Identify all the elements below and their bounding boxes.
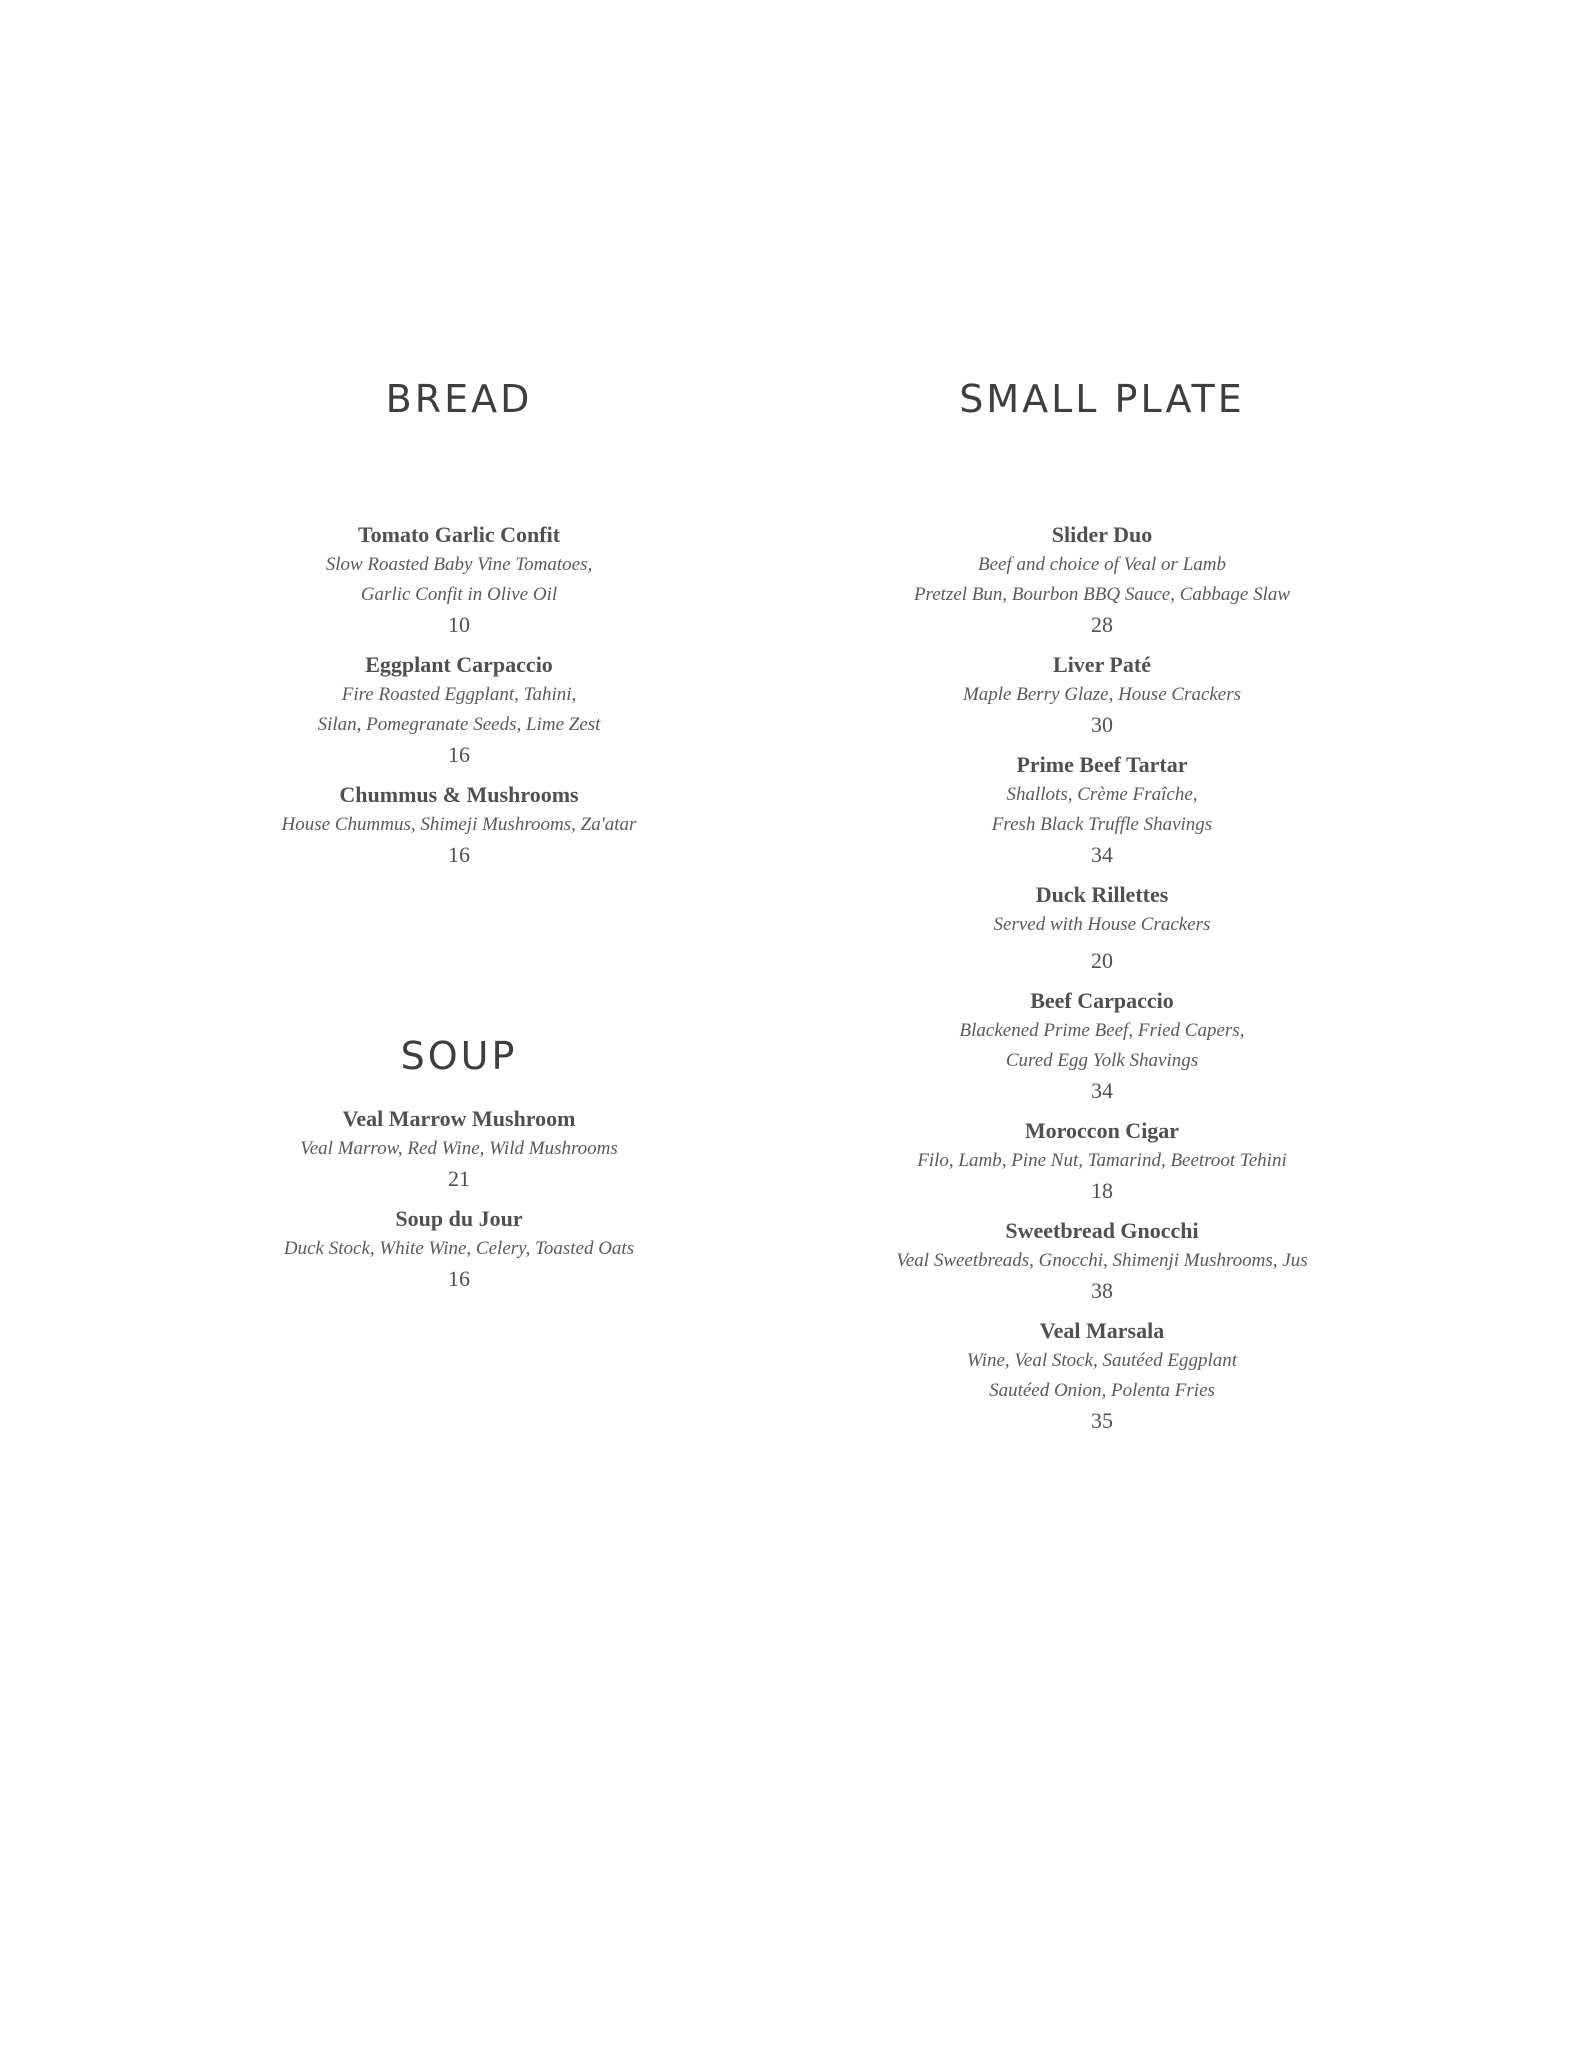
item-description: Veal Sweetbreads, Gnocchi, Shimenji Mushrooms, Jus (896, 1250, 1308, 1271)
item-name: Slider Duo (1051, 522, 1153, 547)
item-description: Pretzel Bun, Bourbon BBQ Sauce, Cabbage Slaw (913, 584, 1291, 605)
item-name: Veal Marrow Mushroom (342, 1106, 576, 1131)
menu-item (829, 1315, 1375, 1436)
item-price: 10 (448, 612, 470, 637)
item-price: 34 (1091, 1078, 1113, 1103)
item-price: 16 (448, 1266, 470, 1291)
menu-item (186, 1103, 732, 1194)
item-description: Garlic Confit in Olive Oil (360, 584, 558, 605)
menu-item (829, 985, 1375, 1106)
item-name: Eggplant Carpaccio (365, 652, 553, 677)
item-description: House Chummus, Shimeji Mushrooms, Za'atar (281, 814, 637, 835)
menu-item (186, 519, 732, 640)
menu-item (186, 649, 732, 770)
item-price: 28 (1091, 612, 1113, 637)
item-price: 21 (448, 1166, 470, 1191)
item-description: Fresh Black Truffle Shavings (991, 814, 1213, 835)
item-price: 34 (1091, 842, 1113, 867)
item-price: 35 (1091, 1408, 1113, 1433)
item-price: 38 (1091, 1278, 1113, 1303)
item-name: Liver Paté (1053, 652, 1151, 677)
section-title-small-plate: SMALL PLATE (959, 377, 1245, 421)
item-name: Chummus & Mushrooms (339, 782, 579, 807)
menu-item (829, 649, 1375, 740)
item-name: Prime Beef Tartar (1016, 752, 1188, 777)
item-description: Shallots, Crème Fraîche, (1006, 784, 1198, 805)
item-description: Blackened Prime Beef, Fried Capers, (959, 1020, 1245, 1041)
item-name: Soup du Jour (395, 1206, 523, 1231)
menu-item (829, 879, 1375, 976)
item-description: Wine, Veal Stock, Sautéed Eggplant (966, 1350, 1238, 1371)
menu-item (829, 519, 1375, 640)
soup-section (186, 1029, 732, 1303)
item-description: Veal Marrow, Red Wine, Wild Mushrooms (300, 1138, 618, 1159)
menu-item (829, 749, 1375, 870)
section-title-bread: BREAD (385, 377, 533, 421)
item-price: 16 (448, 842, 470, 867)
item-description: Cured Egg Yolk Shavings (1005, 1050, 1199, 1071)
item-name: Duck Rillettes (1035, 882, 1169, 907)
item-name: Moroccon Cigar (1024, 1118, 1180, 1143)
menu-item (829, 1115, 1375, 1206)
item-name: Beef Carpaccio (1030, 988, 1174, 1013)
item-price: 20 (1091, 948, 1113, 973)
menu-item (186, 1203, 732, 1294)
item-name: Tomato Garlic Confit (357, 522, 561, 547)
item-description: Maple Berry Glaze, House Crackers (962, 684, 1242, 705)
item-description: Duck Stock, White Wine, Celery, Toasted Oats (283, 1238, 635, 1259)
item-price: 18 (1091, 1178, 1113, 1203)
menu-item (186, 779, 732, 870)
item-price: 30 (1091, 712, 1113, 737)
item-name: Sweetbread Gnocchi (1005, 1218, 1199, 1243)
item-price: 16 (448, 742, 470, 767)
menu-item (829, 1215, 1375, 1306)
item-description: Silan, Pomegranate Seeds, Lime Zest (317, 714, 601, 735)
item-description: Slow Roasted Baby Vine Tomatoes, (325, 554, 593, 575)
section-title-soup: SOUP (400, 1034, 518, 1078)
item-description: Beef and choice of Veal or Lamb (977, 554, 1226, 575)
small-plate-section (829, 372, 1375, 1445)
item-description: Served with House Crackers (993, 914, 1211, 935)
item-description: Fire Roasted Eggplant, Tahini, (341, 684, 577, 705)
item-name: Veal Marsala (1039, 1318, 1165, 1343)
item-description: Sautéed Onion, Polenta Fries (989, 1380, 1215, 1401)
item-description: Filo, Lamb, Pine Nut, Tamarind, Beetroot Tehini (917, 1150, 1287, 1171)
bread-section (186, 372, 732, 879)
